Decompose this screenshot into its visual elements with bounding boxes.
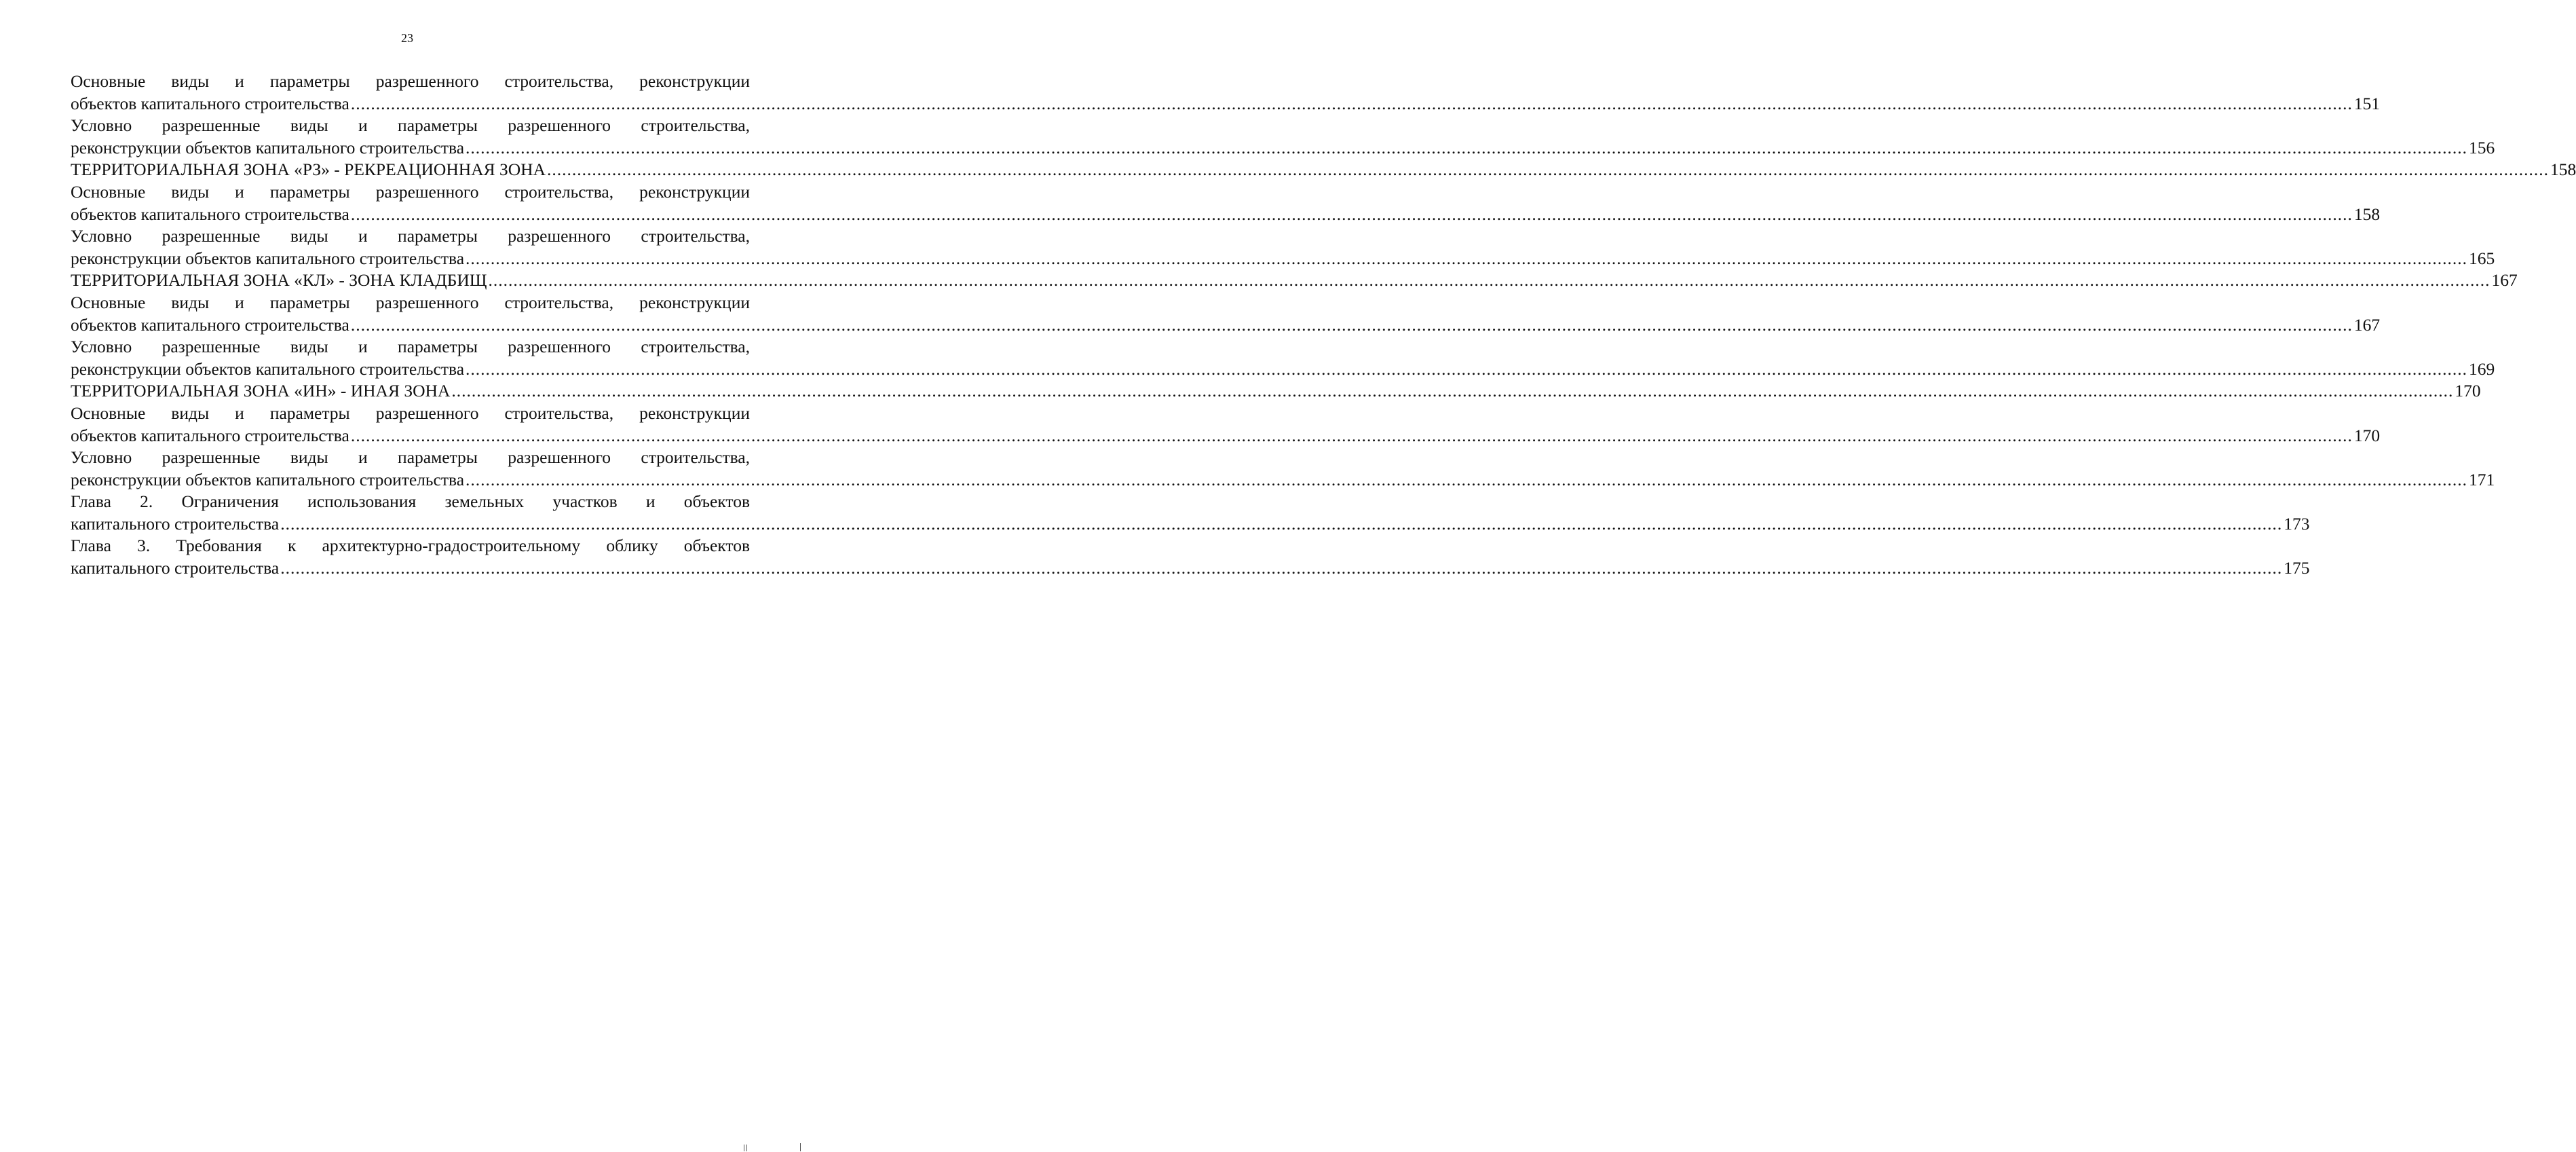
toc-entry-title: объектов капитального строительства — [71, 93, 349, 113]
toc-entry-title-line: Условно разрешенные виды и параметры разрешенного строительства, — [71, 447, 750, 468]
table-of-contents — [71, 71, 2576, 580]
toc-entry-leader-line — [71, 380, 2481, 403]
toc-entry-title-line: Основные виды и параметры разрешенного строительства, реконструкции — [71, 71, 750, 91]
toc-entry — [71, 336, 2495, 380]
toc-entry-title: объектов капитального строительства — [71, 204, 349, 224]
dot-leader: ................................................................................................................................................................................................................................................................................................................................................................................................................ — [280, 513, 2283, 534]
dot-leader: ................................................................................................................................................................................................................................................................................................................................................................................................................ — [466, 137, 2468, 157]
toc-entry-title: ТЕРРИТОРИАЛЬНАЯ ЗОНА «КЛ» - ЗОНА КЛАДБИЩ — [71, 270, 487, 291]
toc-entry-leader-line — [71, 159, 2576, 181]
dot-leader: ................................................................................................................................................................................................................................................................................................................................................................................................................ — [466, 358, 2468, 379]
toc-entry-leader-line — [71, 270, 2518, 292]
toc-entry — [71, 159, 2576, 181]
toc-entry-title: ТЕРРИТОРИАЛЬНАЯ ЗОНА «РЗ» - РЕКРЕАЦИОННАЯ ЗОНА — [71, 160, 546, 180]
toc-entry-page-number: 169 — [2469, 358, 2495, 379]
scan-mark — [746, 1145, 747, 1151]
toc-entry-leader-line — [71, 137, 2495, 160]
toc-entry-title: ТЕРРИТОРИАЛЬНАЯ ЗОНА «ИН» - ИНАЯ ЗОНА — [71, 381, 451, 401]
toc-entry-leader-line — [71, 425, 2381, 447]
toc-entry — [71, 447, 2495, 491]
toc-entry-page-number: 175 — [2284, 558, 2310, 578]
toc-entry-title-line: Основные виды и параметры разрешенного строительства, реконструкции — [71, 181, 750, 202]
toc-entry — [71, 71, 2381, 115]
toc-entry-title: реконструкции объектов капитального строительства — [71, 248, 465, 268]
toc-entry-leader-line — [71, 469, 2495, 491]
toc-entry-title: капитального строительства — [71, 513, 280, 534]
toc-entry — [71, 292, 2381, 336]
toc-entry-page-number: 156 — [2469, 137, 2495, 157]
toc-entry-page-number: 167 — [2491, 270, 2518, 291]
toc-entry — [71, 403, 2381, 447]
toc-entry-title-line: Условно разрешенные виды и параметры разрешенного строительства, — [71, 115, 750, 136]
toc-entry-title: реконструкции объектов капитального строительства — [71, 469, 465, 489]
toc-entry-title: объектов капитального строительства — [71, 425, 349, 445]
dot-leader: ................................................................................................................................................................................................................................................................................................................................................................................................................ — [350, 314, 2353, 335]
toc-entry-title: капитального строительства — [71, 558, 280, 578]
dot-leader: ................................................................................................................................................................................................................................................................................................................................................................................................................ — [280, 558, 2283, 578]
toc-entry-page-number: 167 — [2353, 314, 2381, 335]
toc-entry — [71, 181, 2381, 225]
toc-entry-page-number: 170 — [2353, 425, 2381, 445]
dot-leader: ................................................................................................................................................................................................................................................................................................................................................................................................................ — [350, 425, 2353, 445]
toc-entry — [71, 380, 2481, 403]
scan-mark — [800, 1143, 801, 1151]
toc-entry-leader-line — [71, 248, 2495, 270]
dot-leader: ................................................................................................................................................................................................................................................................................................................................................................................................................ — [466, 469, 2468, 489]
toc-entry-leader-line — [71, 557, 2310, 580]
toc-entry-leader-line — [71, 204, 2381, 226]
dot-leader: ................................................................................................................................................................................................................................................................................................................................................................................................................ — [350, 204, 2353, 224]
dot-leader: ................................................................................................................................................................................................................................................................................................................................................................................................................ — [350, 93, 2353, 113]
toc-entry-title-line: Условно разрешенные виды и параметры разрешенного строительства, — [71, 226, 750, 246]
toc-entry-page-number: 151 — [2353, 93, 2381, 113]
toc-entry-leader-line — [71, 513, 2310, 536]
toc-entry-leader-line — [71, 314, 2381, 337]
toc-entry-title-line: Основные виды и параметры разрешенного строительства, реконструкции — [71, 403, 750, 423]
toc-entry — [71, 491, 2310, 535]
toc-entry — [71, 535, 2310, 579]
page-number: 23 — [401, 31, 413, 45]
toc-entry-page-number: 158 — [2550, 160, 2576, 180]
dot-leader: ................................................................................................................................................................................................................................................................................................................................................................................................................ — [466, 248, 2468, 268]
toc-entry — [71, 115, 2495, 159]
toc-entry-title-line: Основные виды и параметры разрешенного строительства, реконструкции — [71, 292, 750, 312]
dot-leader: ................................................................................................................................................................................................................................................................................................................................................................................................................ — [451, 381, 2454, 401]
toc-entry-page-number: 158 — [2353, 204, 2381, 224]
toc-entry-leader-line — [71, 93, 2381, 115]
toc-entry-page-number: 171 — [2469, 469, 2495, 489]
toc-entry — [71, 225, 2495, 270]
toc-entry-page-number: 165 — [2469, 248, 2495, 268]
toc-entry-title-line: Условно разрешенные виды и параметры разрешенного строительства, — [71, 337, 750, 357]
toc-entry-page-number: 173 — [2284, 513, 2310, 534]
toc-entry-title: реконструкции объектов капитального строительства — [71, 137, 465, 157]
dot-leader: ................................................................................................................................................................................................................................................................................................................................................................................................................ — [547, 160, 2549, 180]
toc-entry-title: реконструкции объектов капитального строительства — [71, 358, 465, 379]
toc-entry-title-line: Глава 3. Требования к архитектурно-градостроительному облику объектов — [71, 536, 750, 556]
toc-entry-leader-line — [71, 358, 2495, 381]
toc-entry — [71, 270, 2518, 292]
toc-entry-title-line: Глава 2. Ограничения использования земельных участков и объектов — [71, 491, 750, 512]
toc-entry-title: объектов капитального строительства — [71, 314, 349, 335]
dot-leader: ................................................................................................................................................................................................................................................................................................................................................................................................................ — [488, 270, 2490, 291]
toc-entry-page-number: 170 — [2455, 381, 2481, 401]
